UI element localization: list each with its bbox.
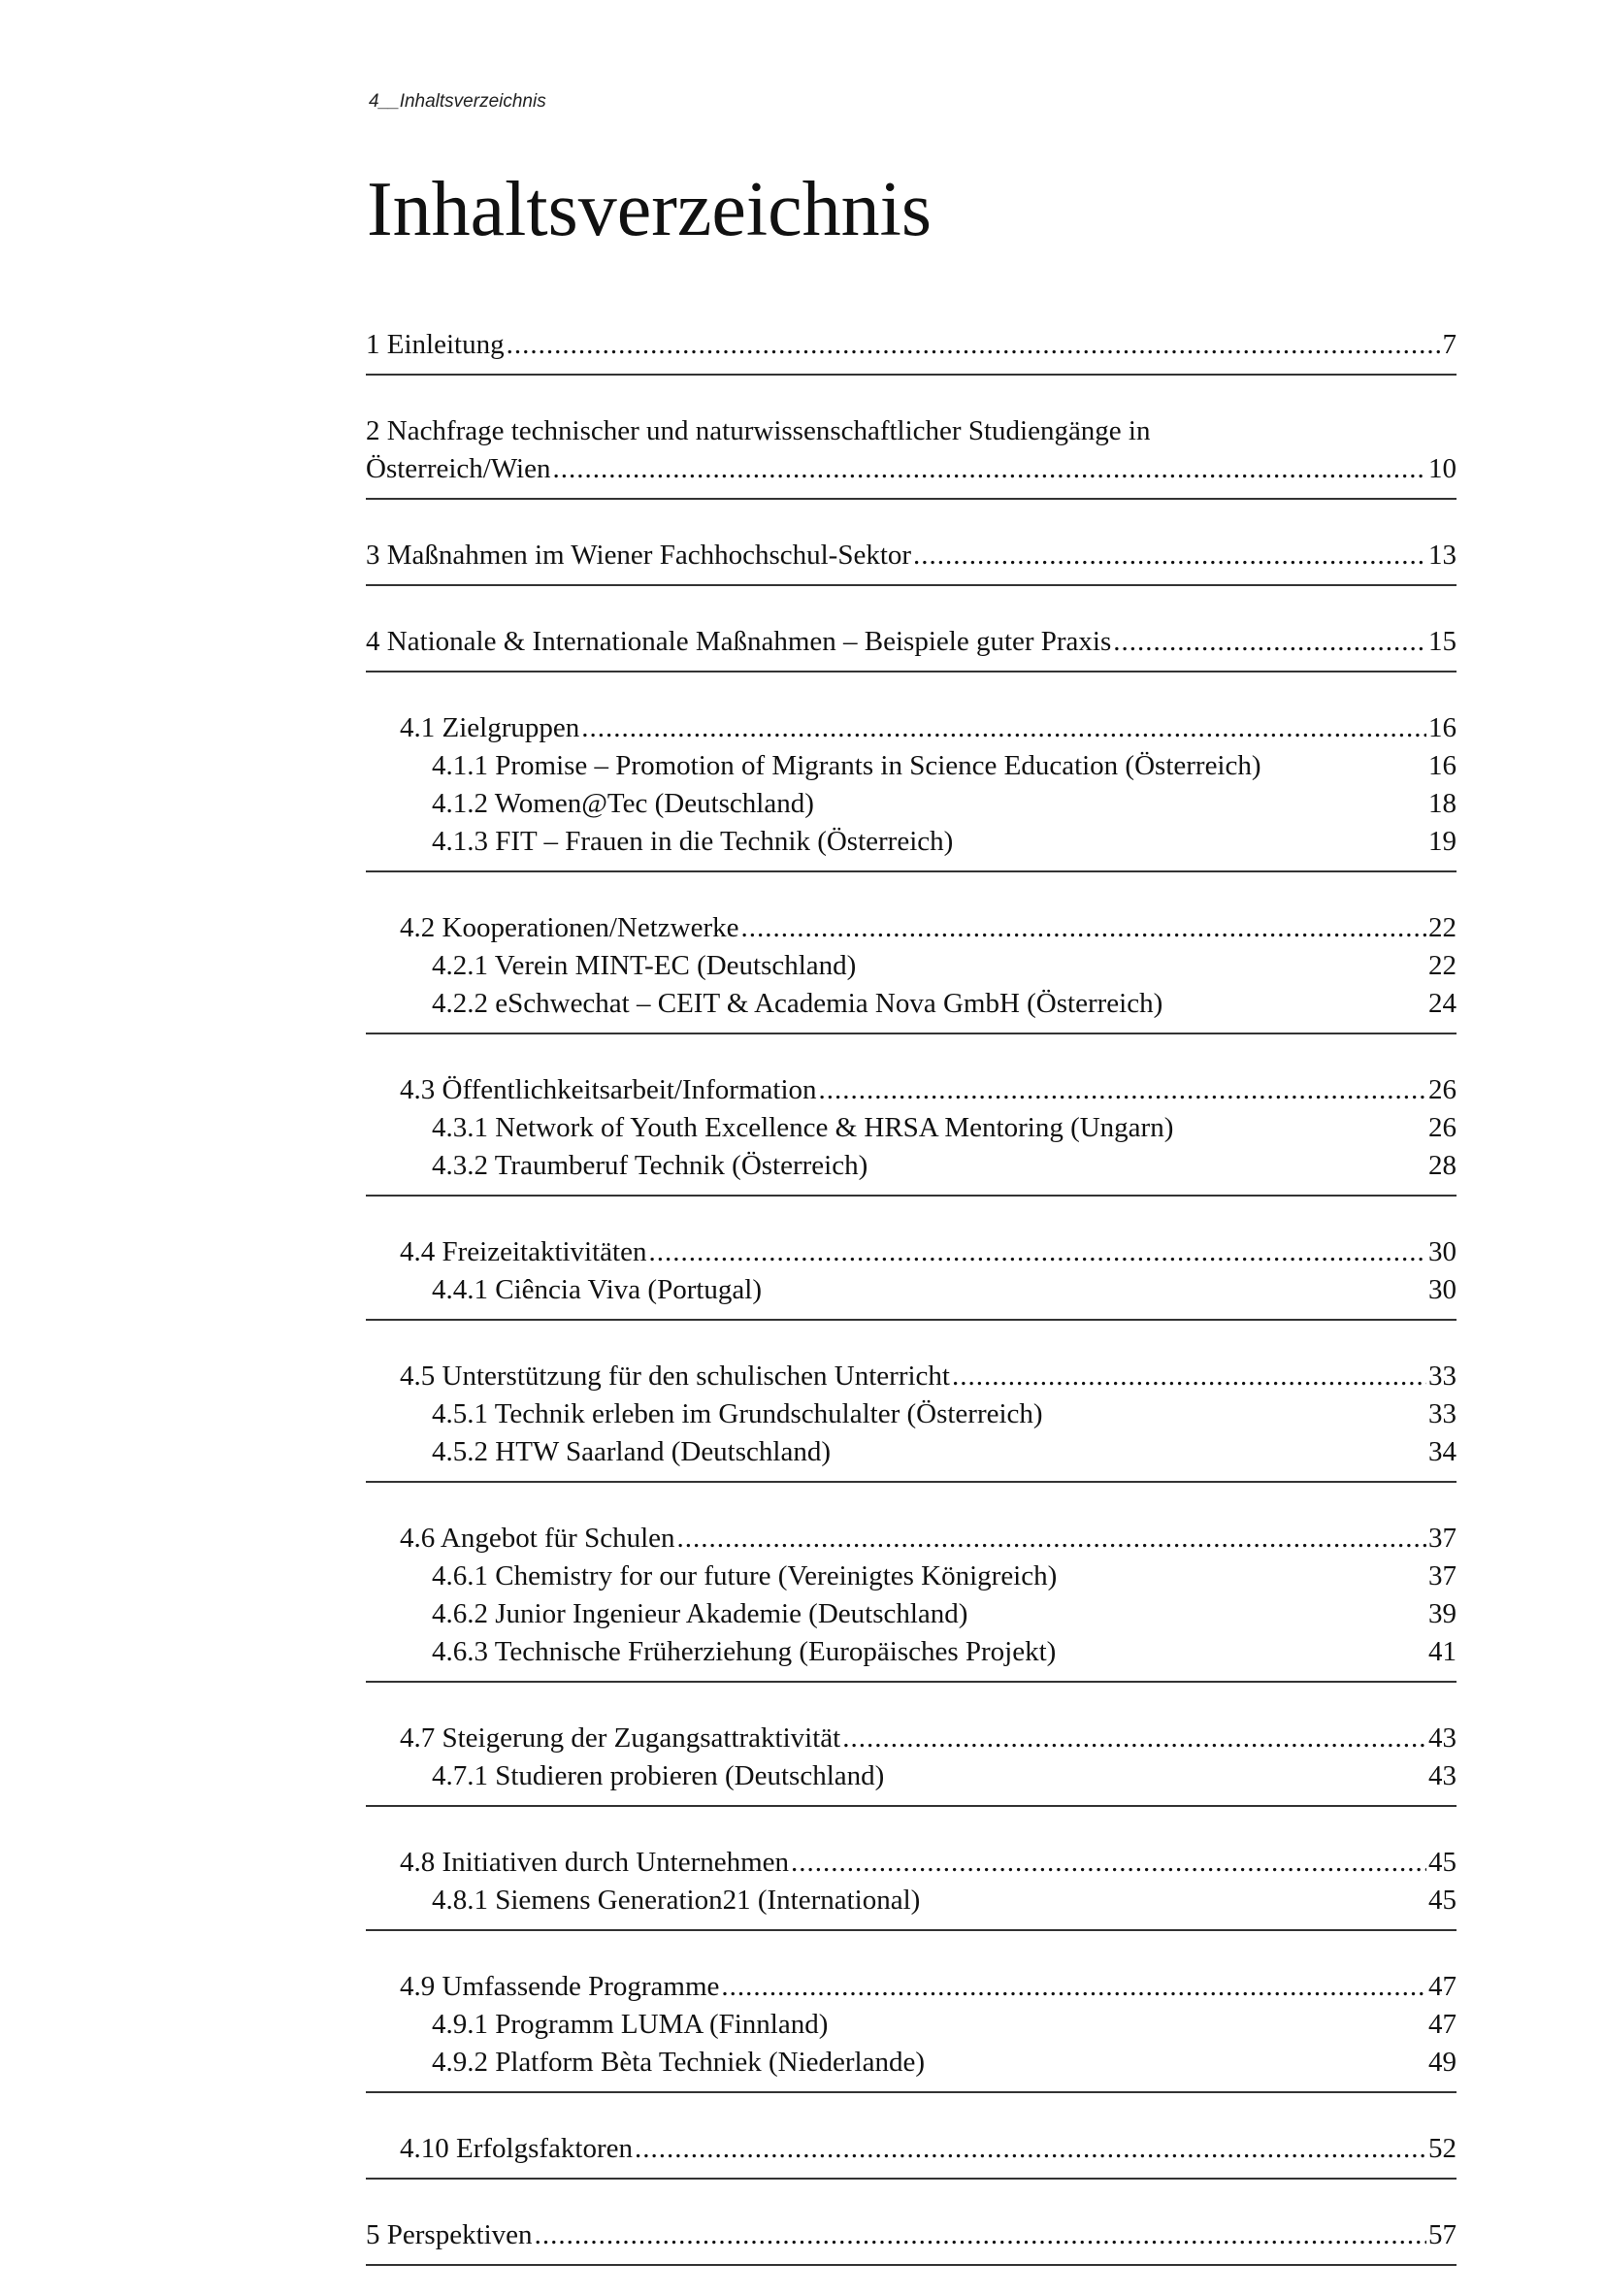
dot-leader xyxy=(552,450,1426,488)
toc-entry-subsection[interactable] xyxy=(366,1882,1457,1919)
dot-leader xyxy=(791,1844,1426,1882)
toc-entry-page: 45 xyxy=(1428,1847,1457,1878)
toc-entry-page: 13 xyxy=(1428,540,1457,571)
toc-entry-section[interactable] xyxy=(366,1358,1457,1395)
dot-leader xyxy=(581,709,1426,747)
toc-group xyxy=(366,406,1457,500)
dot-leader xyxy=(740,909,1426,947)
dot-leader xyxy=(635,2130,1426,2168)
toc-entry-label: 4.6.3 Technische Früherziehung (Europäisches Projekt) xyxy=(432,1636,1057,1667)
toc-entry-label: 4 Nationale & Internationale Maßnahmen – Beispiele guter Praxis xyxy=(366,626,1112,657)
toc-entry-label: 4.2.2 eSchwechat – CEIT & Academia Nova GmbH (Österreich) xyxy=(432,988,1163,1019)
toc-entry-page: 22 xyxy=(1428,912,1457,943)
toc-entry-page: 10 xyxy=(1428,453,1457,484)
toc-group xyxy=(366,616,1457,672)
toc-entry-label: 4.6 Angebot für Schulen xyxy=(400,1523,675,1554)
toc-group xyxy=(366,326,1457,376)
toc-entry-page: 15 xyxy=(1428,626,1457,657)
toc-entry-label: 4.9 Umfassende Programme xyxy=(400,1971,720,2002)
toc-entry-section[interactable] xyxy=(366,1233,1457,1271)
toc-entry-label: 4.4.1 Ciência Viva (Portugal) xyxy=(432,1274,763,1305)
toc-entry-chapter-1[interactable] xyxy=(366,326,1457,364)
toc-entry-subsection[interactable] xyxy=(366,823,1457,861)
toc-group xyxy=(366,1961,1457,2093)
toc-entry-page: 37 xyxy=(1428,1523,1457,1554)
toc-entry-page: 26 xyxy=(1428,1074,1457,1105)
toc-entry-label: 4.2 Kooperationen/Netzwerke xyxy=(400,912,739,943)
toc-entry-chapter-2[interactable] xyxy=(366,412,1457,450)
dot-leader xyxy=(913,537,1426,574)
toc-entry-subsection[interactable] xyxy=(366,1271,1457,1309)
dot-leader xyxy=(677,1520,1426,1558)
toc-group xyxy=(366,1227,1457,1321)
toc-entry-page: 34 xyxy=(1428,1436,1457,1467)
toc-entry-label: 4.2.1 Verein MINT-EC (Deutschland) xyxy=(432,950,857,981)
toc-entry-subsection[interactable] xyxy=(366,1595,1457,1633)
toc-entry-subsection[interactable] xyxy=(366,947,1457,985)
toc-entry-page: 18 xyxy=(1428,788,1457,819)
toc-entry-label: 4.9.1 Programm LUMA (Finnland) xyxy=(432,2009,829,2040)
toc-entry-subsection[interactable] xyxy=(366,1109,1457,1147)
toc-entry-label: 4.5 Unterstützung für den schulischen Unterricht xyxy=(400,1361,950,1392)
page-title: Inhaltsverzeichnis xyxy=(367,167,932,252)
toc-entry-page: 37 xyxy=(1428,1560,1457,1591)
toc-entry-page: 41 xyxy=(1428,1636,1457,1667)
toc-entry-label: 4.1.3 FIT – Frauen in die Technik (Österreich) xyxy=(432,826,954,857)
toc-entry-label: 4.1.1 Promise – Promotion of Migrants in Science Education (Österreich) xyxy=(432,750,1261,781)
dot-leader xyxy=(535,2216,1426,2254)
toc-entry-section[interactable] xyxy=(366,1968,1457,2006)
toc-entry-label: 4.6.1 Chemistry for our future (Vereinigtes Königreich) xyxy=(432,1560,1058,1591)
toc-entry-label: 4.4 Freizeitaktivitäten xyxy=(400,1236,647,1267)
toc-entry-label: 1 Einleitung xyxy=(366,329,505,360)
toc-entry-page: 30 xyxy=(1428,1274,1457,1305)
toc-entry-page: 19 xyxy=(1428,826,1457,857)
toc-entry-subsection[interactable] xyxy=(366,1633,1457,1671)
toc-entry-section[interactable] xyxy=(366,909,1457,947)
toc-entry-label: 4.1.2 Women@Tec (Deutschland) xyxy=(432,788,814,819)
toc-entry-label: 4.9.2 Platform Bèta Techniek (Niederlande) xyxy=(432,2047,925,2078)
toc-entry-page: 47 xyxy=(1428,2009,1457,2040)
toc-entry-subsection[interactable] xyxy=(366,785,1457,823)
dot-leader xyxy=(952,1358,1426,1395)
toc-entry-label: 3 Maßnahmen im Wiener Fachhochschul-Sektor xyxy=(366,540,912,571)
toc-entry-subsection[interactable] xyxy=(366,1558,1457,1595)
toc-group xyxy=(366,530,1457,586)
toc-group xyxy=(366,2210,1457,2266)
toc-entry-page: 33 xyxy=(1428,1361,1457,1392)
toc-entry-section[interactable] xyxy=(366,1844,1457,1882)
dot-leader xyxy=(648,1233,1426,1271)
toc-entry-section[interactable] xyxy=(366,2130,1457,2168)
toc-group xyxy=(366,902,1457,1034)
toc-entry-label: 4.10 Erfolgsfaktoren xyxy=(400,2133,633,2164)
toc-entry-page: 22 xyxy=(1428,950,1457,981)
toc-entry-section[interactable] xyxy=(366,709,1457,747)
toc-entry-label: 4.5.2 HTW Saarland (Deutschland) xyxy=(432,1436,831,1467)
toc-entry-section[interactable] xyxy=(366,1071,1457,1109)
toc-entry-page: 57 xyxy=(1428,2219,1457,2250)
toc-entry-page: 49 xyxy=(1428,2047,1457,2078)
toc-entry-page: 26 xyxy=(1428,1112,1457,1143)
toc-entry-label: 4.1 Zielgruppen xyxy=(400,712,580,743)
toc-entry-page: 30 xyxy=(1428,1236,1457,1267)
toc-entry-page: 45 xyxy=(1428,1885,1457,1916)
toc-entry-section[interactable] xyxy=(366,1520,1457,1558)
toc-entry-page: 43 xyxy=(1428,1722,1457,1754)
toc-entry-chapter-3[interactable] xyxy=(366,537,1457,574)
toc-entry-chapter-5[interactable] xyxy=(366,2216,1457,2254)
toc-entry-label: Österreich/Wien xyxy=(366,453,551,484)
toc-entry-chapter-4[interactable] xyxy=(366,623,1457,661)
dot-leader xyxy=(1113,623,1426,661)
toc-entry-chapter-2-continued[interactable] xyxy=(366,450,1457,488)
toc-entry-label: 4.3 Öffentlichkeitsarbeit/Information xyxy=(400,1074,817,1105)
toc-entry-subsection[interactable] xyxy=(366,1433,1457,1471)
toc-group xyxy=(366,1065,1457,1197)
toc-entry-label: 4.7.1 Studieren probieren (Deutschland) xyxy=(432,1760,885,1791)
toc-entry-page: 16 xyxy=(1428,712,1457,743)
toc-entry-page: 52 xyxy=(1428,2133,1457,2164)
toc-entry-page: 28 xyxy=(1428,1150,1457,1181)
toc-entry-page: 33 xyxy=(1428,1398,1457,1429)
table-of-contents xyxy=(366,326,1457,2296)
toc-entry-page: 47 xyxy=(1428,1971,1457,2002)
toc-entry-subsection[interactable] xyxy=(366,1395,1457,1433)
toc-entry-page: 43 xyxy=(1428,1760,1457,1791)
dot-leader xyxy=(721,1968,1426,2006)
toc-entry-section[interactable] xyxy=(366,1720,1457,1757)
toc-entry-label: 4.5.1 Technik erleben im Grundschulalter (Österreich) xyxy=(432,1398,1043,1429)
toc-group xyxy=(366,1837,1457,1931)
toc-entry-subsection[interactable] xyxy=(366,2044,1457,2082)
toc-entry-subsection[interactable] xyxy=(366,1757,1457,1795)
running-head: 4__Inhaltsverzeichnis xyxy=(369,91,546,112)
toc-entry-label: 4.7 Steigerung der Zugangsattraktivität xyxy=(400,1722,841,1754)
toc-entry-subsection[interactable] xyxy=(366,1147,1457,1185)
toc-group xyxy=(366,1351,1457,1483)
toc-entry-page: 16 xyxy=(1428,750,1457,781)
toc-entry-label: 4.3.1 Network of Youth Excellence & HRSA Mentoring (Ungarn) xyxy=(432,1112,1174,1143)
toc-entry-subsection[interactable] xyxy=(366,2006,1457,2044)
toc-entry-page: 7 xyxy=(1442,329,1457,360)
dot-leader xyxy=(507,326,1441,364)
toc-entry-subsection[interactable] xyxy=(366,747,1457,785)
toc-entry-page: 24 xyxy=(1428,988,1457,1019)
toc-group xyxy=(366,1513,1457,1683)
toc-entry-page: 39 xyxy=(1428,1598,1457,1629)
toc-entry-label: 4.3.2 Traumberuf Technik (Österreich) xyxy=(432,1150,868,1181)
dot-leader xyxy=(819,1071,1426,1109)
toc-group xyxy=(366,2123,1457,2180)
toc-entry-subsection[interactable] xyxy=(366,985,1457,1023)
toc-entry-label: 4.6.2 Junior Ingenieur Akademie (Deutschland) xyxy=(432,1598,968,1629)
dot-leader xyxy=(842,1720,1426,1757)
toc-group xyxy=(366,1713,1457,1807)
toc-group xyxy=(366,703,1457,872)
toc-entry-label: 2 Nachfrage technischer und naturwissenschaftlicher Studiengänge in xyxy=(366,415,1151,446)
toc-entry-label: 4.8.1 Siemens Generation21 (International) xyxy=(432,1885,921,1916)
toc-entry-label: 5 Perspektiven xyxy=(366,2219,533,2250)
toc-entry-label: 4.8 Initiativen durch Unternehmen xyxy=(400,1847,790,1878)
